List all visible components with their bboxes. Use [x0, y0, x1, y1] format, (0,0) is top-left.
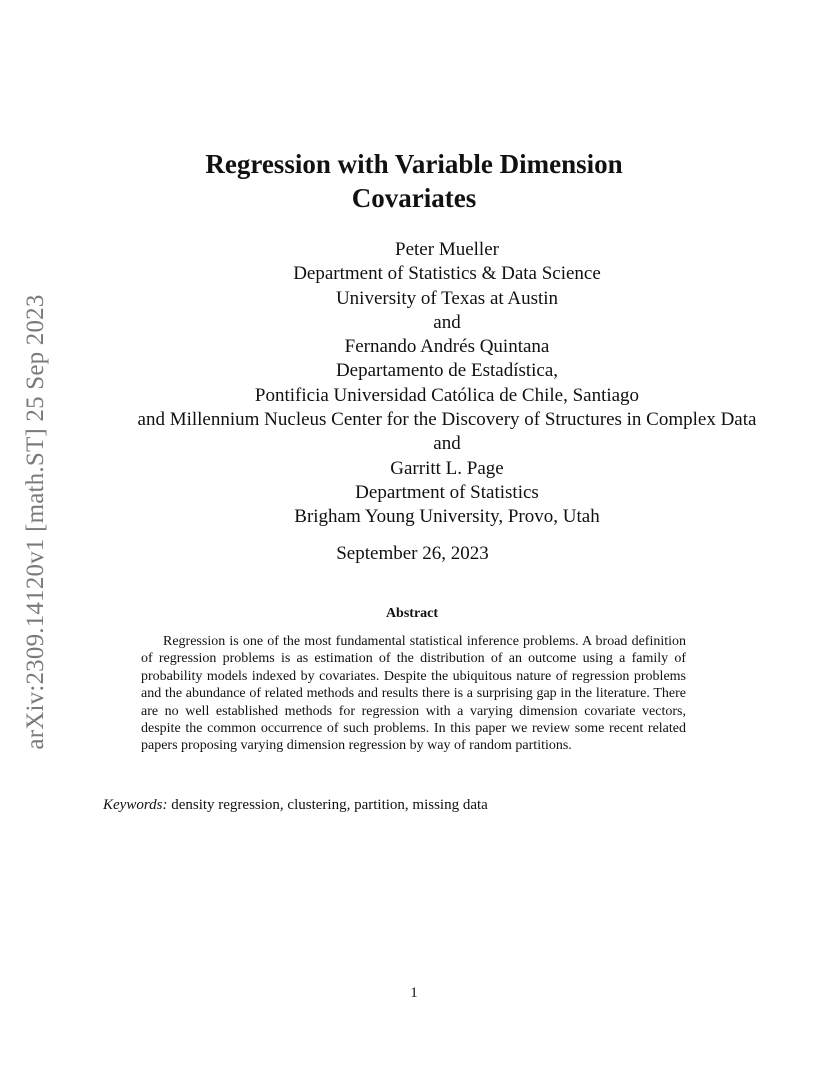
keywords-line — [103, 797, 488, 814]
author-affiliation: and Millennium Nucleus Center for the Discovery of Structures in Complex Data — [137, 409, 757, 431]
author-separator: and — [433, 433, 461, 455]
abstract-text: Regression is one of the most fundamental statistical inference problems. A broad definition of regression problems is as estimation of the distribution of an outcome using a family of probability models indexed by covariates. Despite the ubiquitous nature of regression problems and the abundance of related methods and results there is a surprising gap in the literature. There are no well established methods for regression with a varying dimension covariate vectors, despite the common occurrence of such problems. In this paper we review some recent related papers proposing varying dimension regression by way of random partitions. — [141, 634, 686, 754]
author-name: Peter Mueller — [395, 239, 499, 260]
paper-date: September 26, 2023 — [336, 543, 489, 564]
author-affiliation: Brigham Young University, Provo, Utah — [294, 506, 600, 528]
author-name: Garritt L. Page — [390, 457, 504, 479]
keywords-label: Keywords: — [103, 797, 168, 813]
author-affiliation: Departamento de Estadística, — [335, 360, 559, 382]
abstract-heading: Abstract — [385, 606, 439, 621]
author-affiliation: Department of Statistics — [355, 481, 539, 503]
paper-title — [120, 147, 708, 215]
author-block — [90, 238, 804, 530]
author-affiliation: University of Texas at Austin — [335, 287, 559, 309]
title-line-2: Covariates — [351, 183, 477, 213]
arxiv-identifier-stamp: arXiv:2309.14120v1 [math.ST] 25 Sep 2023 — [22, 294, 49, 750]
author-affiliation: Pontificia Universidad Católica de Chile, Santiago — [254, 384, 640, 406]
author-name: Fernando Andrés Quintana — [344, 336, 550, 358]
author-affiliation: Department of Statistics & Data Science — [293, 263, 601, 285]
keywords-text: density regression, clustering, partition, missing data — [171, 797, 488, 813]
author-separator: and — [433, 311, 461, 333]
page-number: 1 — [410, 985, 418, 1001]
title-line-1: Regression with Variable Dimension — [205, 149, 623, 179]
